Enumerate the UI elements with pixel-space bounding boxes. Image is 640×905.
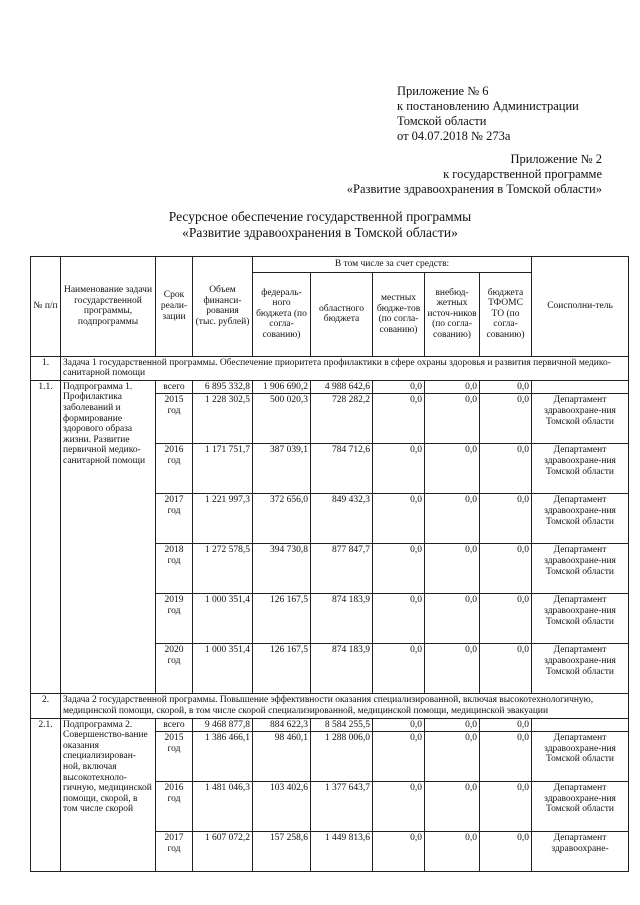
cell-executor: Департамент здравоохране-ния Томской области (532, 394, 629, 444)
cell-volume: 1 481 046,3 (193, 782, 253, 832)
col-local-header: местных бюдже-тов (по согла-сованию) (373, 272, 425, 356)
col-federal-header: федераль-ного бюджета (по согла-сованию) (253, 272, 311, 356)
cell-federal: 394 730,8 (253, 544, 311, 594)
task-text: Задача 1 государственной программы. Обеспечение приоритета профилактики в сфере охраны здоровья и развития первичной медико-санитарной помощи (61, 356, 629, 380)
cell-federal: 884 622,3 (253, 718, 311, 732)
cell-volume: 6 895 332,8 (193, 380, 253, 394)
cell-offbudget: 0,0 (425, 444, 480, 494)
subprogram-num: 1.1. (31, 380, 61, 694)
cell-local: 0,0 (373, 594, 425, 644)
appendix-6-line1: Приложение № 6 (397, 84, 489, 98)
col-volume-header: Объем финанси-рования (тыс. рублей) (193, 257, 253, 357)
subprogram-name: Подпрограмма 2. Совершенство-вание оказания специализирован-ной, включая высокотехноло-гичную, медицинской помощи, скорой, в том числе скорой (61, 718, 156, 872)
cell-period: 2016 год (156, 782, 193, 832)
cell-period: 2019 год (156, 594, 193, 644)
appendix-2-block (347, 152, 602, 197)
cell-regional: 874 183,9 (311, 594, 373, 644)
cell-volume: 1 607 072,2 (193, 832, 253, 872)
cell-federal: 387 039,1 (253, 444, 311, 494)
cell-tfoms: 0,0 (480, 494, 532, 544)
cell-tfoms: 0,0 (480, 544, 532, 594)
cell-volume: 1 000 351,4 (193, 644, 253, 694)
cell-local: 0,0 (373, 644, 425, 694)
cell-federal: 500 020,3 (253, 394, 311, 444)
subprogram-num: 2.1. (31, 718, 61, 872)
col-regional-header: областного бюджета (311, 272, 373, 356)
cell-federal: 103 402,6 (253, 782, 311, 832)
appendix-6-line4: от 04.07.2018 № 273а (397, 129, 511, 143)
cell-regional: 784 712,6 (311, 444, 373, 494)
cell-period: 2020 год (156, 644, 193, 694)
col-incl-header: В том числе за счет средств: (253, 257, 532, 273)
appendix-2-line2: к государственной программе (443, 167, 602, 181)
cell-executor: Департамент здравоохране-ния Томской области (532, 732, 629, 782)
cell-executor: Департамент здравоохране-ния Томской области (532, 494, 629, 544)
cell-tfoms: 0,0 (480, 718, 532, 732)
cell-federal: 157 258,6 (253, 832, 311, 872)
cell-regional: 874 183,9 (311, 644, 373, 694)
cell-local: 0,0 (373, 782, 425, 832)
cell-offbudget: 0,0 (425, 380, 480, 394)
resource-table (30, 256, 629, 872)
task-num: 1. (31, 356, 61, 380)
cell-local: 0,0 (373, 718, 425, 732)
cell-period: 2015 год (156, 394, 193, 444)
cell-regional: 1 377 643,7 (311, 782, 373, 832)
appendix-6-block (397, 84, 579, 144)
cell-tfoms: 0,0 (480, 644, 532, 694)
title-line1: Ресурсное обеспечение государственной программы (168, 209, 472, 224)
cell-volume: 1 000 351,4 (193, 594, 253, 644)
cell-period: 2018 год (156, 544, 193, 594)
cell-regional: 8 584 255,5 (311, 718, 373, 732)
header-row-1 (31, 257, 629, 273)
cell-federal: 98 460,1 (253, 732, 311, 782)
cell-executor: Департамент здравоохране-ния Томской области (532, 782, 629, 832)
cell-period: 2015 год (156, 732, 193, 782)
col-offbudget-header: внебюд-жетных источ-ников (по согла-сованию) (425, 272, 480, 356)
cell-offbudget: 0,0 (425, 494, 480, 544)
col-num-header: № п/п (31, 257, 61, 357)
cell-executor (532, 380, 629, 394)
col-period-header: Срок реали-зации (156, 257, 193, 357)
cell-local: 0,0 (373, 544, 425, 594)
appendix-2-line1: Приложение № 2 (510, 152, 602, 166)
cell-period: всего (156, 718, 193, 732)
cell-tfoms: 0,0 (480, 444, 532, 494)
cell-local: 0,0 (373, 380, 425, 394)
cell-tfoms: 0,0 (480, 782, 532, 832)
cell-period: 2017 год (156, 832, 193, 872)
cell-tfoms: 0,0 (480, 394, 532, 444)
appendix-6-line2: к постановлению Администрации (397, 99, 579, 113)
cell-volume: 1 386 466,1 (193, 732, 253, 782)
cell-regional: 1 449 813,6 (311, 832, 373, 872)
cell-tfoms: 0,0 (480, 594, 532, 644)
cell-local: 0,0 (373, 732, 425, 782)
cell-offbudget: 0,0 (425, 594, 480, 644)
task-row (31, 694, 629, 718)
col-executor-header: Соисполни-тель (532, 257, 629, 357)
subprogram-name: Подпрограмма 1. Профилактика заболеваний и формирование здорового образа жизни. Развитие первичной медико-санитарной помощи (61, 380, 156, 694)
task-row (31, 356, 629, 380)
task-text: Задача 2 государственной программы. Повышение эффективности оказания специализированной, включая высокотехнологичную, медицинской помощи, скорой, в том числе скорой специализированной, медицинской помощи, медицинской эвакуации (61, 694, 629, 718)
cell-period: 2016 год (156, 444, 193, 494)
cell-regional: 849 432,3 (311, 494, 373, 544)
cell-tfoms: 0,0 (480, 732, 532, 782)
table-row (31, 380, 629, 394)
cell-period: 2017 год (156, 494, 193, 544)
cell-federal: 126 167,5 (253, 644, 311, 694)
cell-executor: Департамент здравоохране-ния Томской области (532, 544, 629, 594)
col-name-header: Наименование задачи государственной программы, подпрограммы (61, 257, 156, 357)
title-line2: «Развитие здравоохранения в Томской области» (182, 225, 458, 240)
cell-local: 0,0 (373, 394, 425, 444)
cell-tfoms: 0,0 (480, 380, 532, 394)
cell-local: 0,0 (373, 832, 425, 872)
cell-regional: 1 288 006,0 (311, 732, 373, 782)
cell-volume: 1 228 302,5 (193, 394, 253, 444)
cell-period: всего (156, 380, 193, 394)
cell-offbudget: 0,0 (425, 832, 480, 872)
cell-volume: 1 221 997,3 (193, 494, 253, 544)
cell-federal: 126 167,5 (253, 594, 311, 644)
cell-volume: 1 272 578,5 (193, 544, 253, 594)
cell-federal: 1 906 690,2 (253, 380, 311, 394)
cell-executor: Департамент здравоохране-ния Томской области (532, 644, 629, 694)
cell-executor (532, 718, 629, 732)
appendix-6-line3: Томской области (397, 114, 487, 128)
cell-federal: 372 656,0 (253, 494, 311, 544)
document-title (0, 209, 640, 241)
cell-executor: Департамент здравоохране- (532, 832, 629, 872)
cell-executor: Департамент здравоохране-ния Томской области (532, 444, 629, 494)
cell-volume: 1 171 751,7 (193, 444, 253, 494)
cell-offbudget: 0,0 (425, 732, 480, 782)
cell-regional: 877 847,7 (311, 544, 373, 594)
cell-local: 0,0 (373, 494, 425, 544)
cell-offbudget: 0,0 (425, 782, 480, 832)
cell-regional: 4 988 642,6 (311, 380, 373, 394)
cell-offbudget: 0,0 (425, 394, 480, 444)
col-tfoms-header: бюджета ТФОМС ТО (по согла-сованию) (480, 272, 532, 356)
cell-offbudget: 0,0 (425, 718, 480, 732)
cell-volume: 9 468 877,8 (193, 718, 253, 732)
cell-offbudget: 0,0 (425, 544, 480, 594)
cell-executor: Департамент здравоохране-ния Томской области (532, 594, 629, 644)
cell-regional: 728 282,2 (311, 394, 373, 444)
cell-local: 0,0 (373, 444, 425, 494)
table-row (31, 718, 629, 732)
cell-tfoms: 0,0 (480, 832, 532, 872)
task-num: 2. (31, 694, 61, 718)
cell-offbudget: 0,0 (425, 644, 480, 694)
appendix-2-line3: «Развитие здравоохранения в Томской области» (346, 182, 602, 196)
